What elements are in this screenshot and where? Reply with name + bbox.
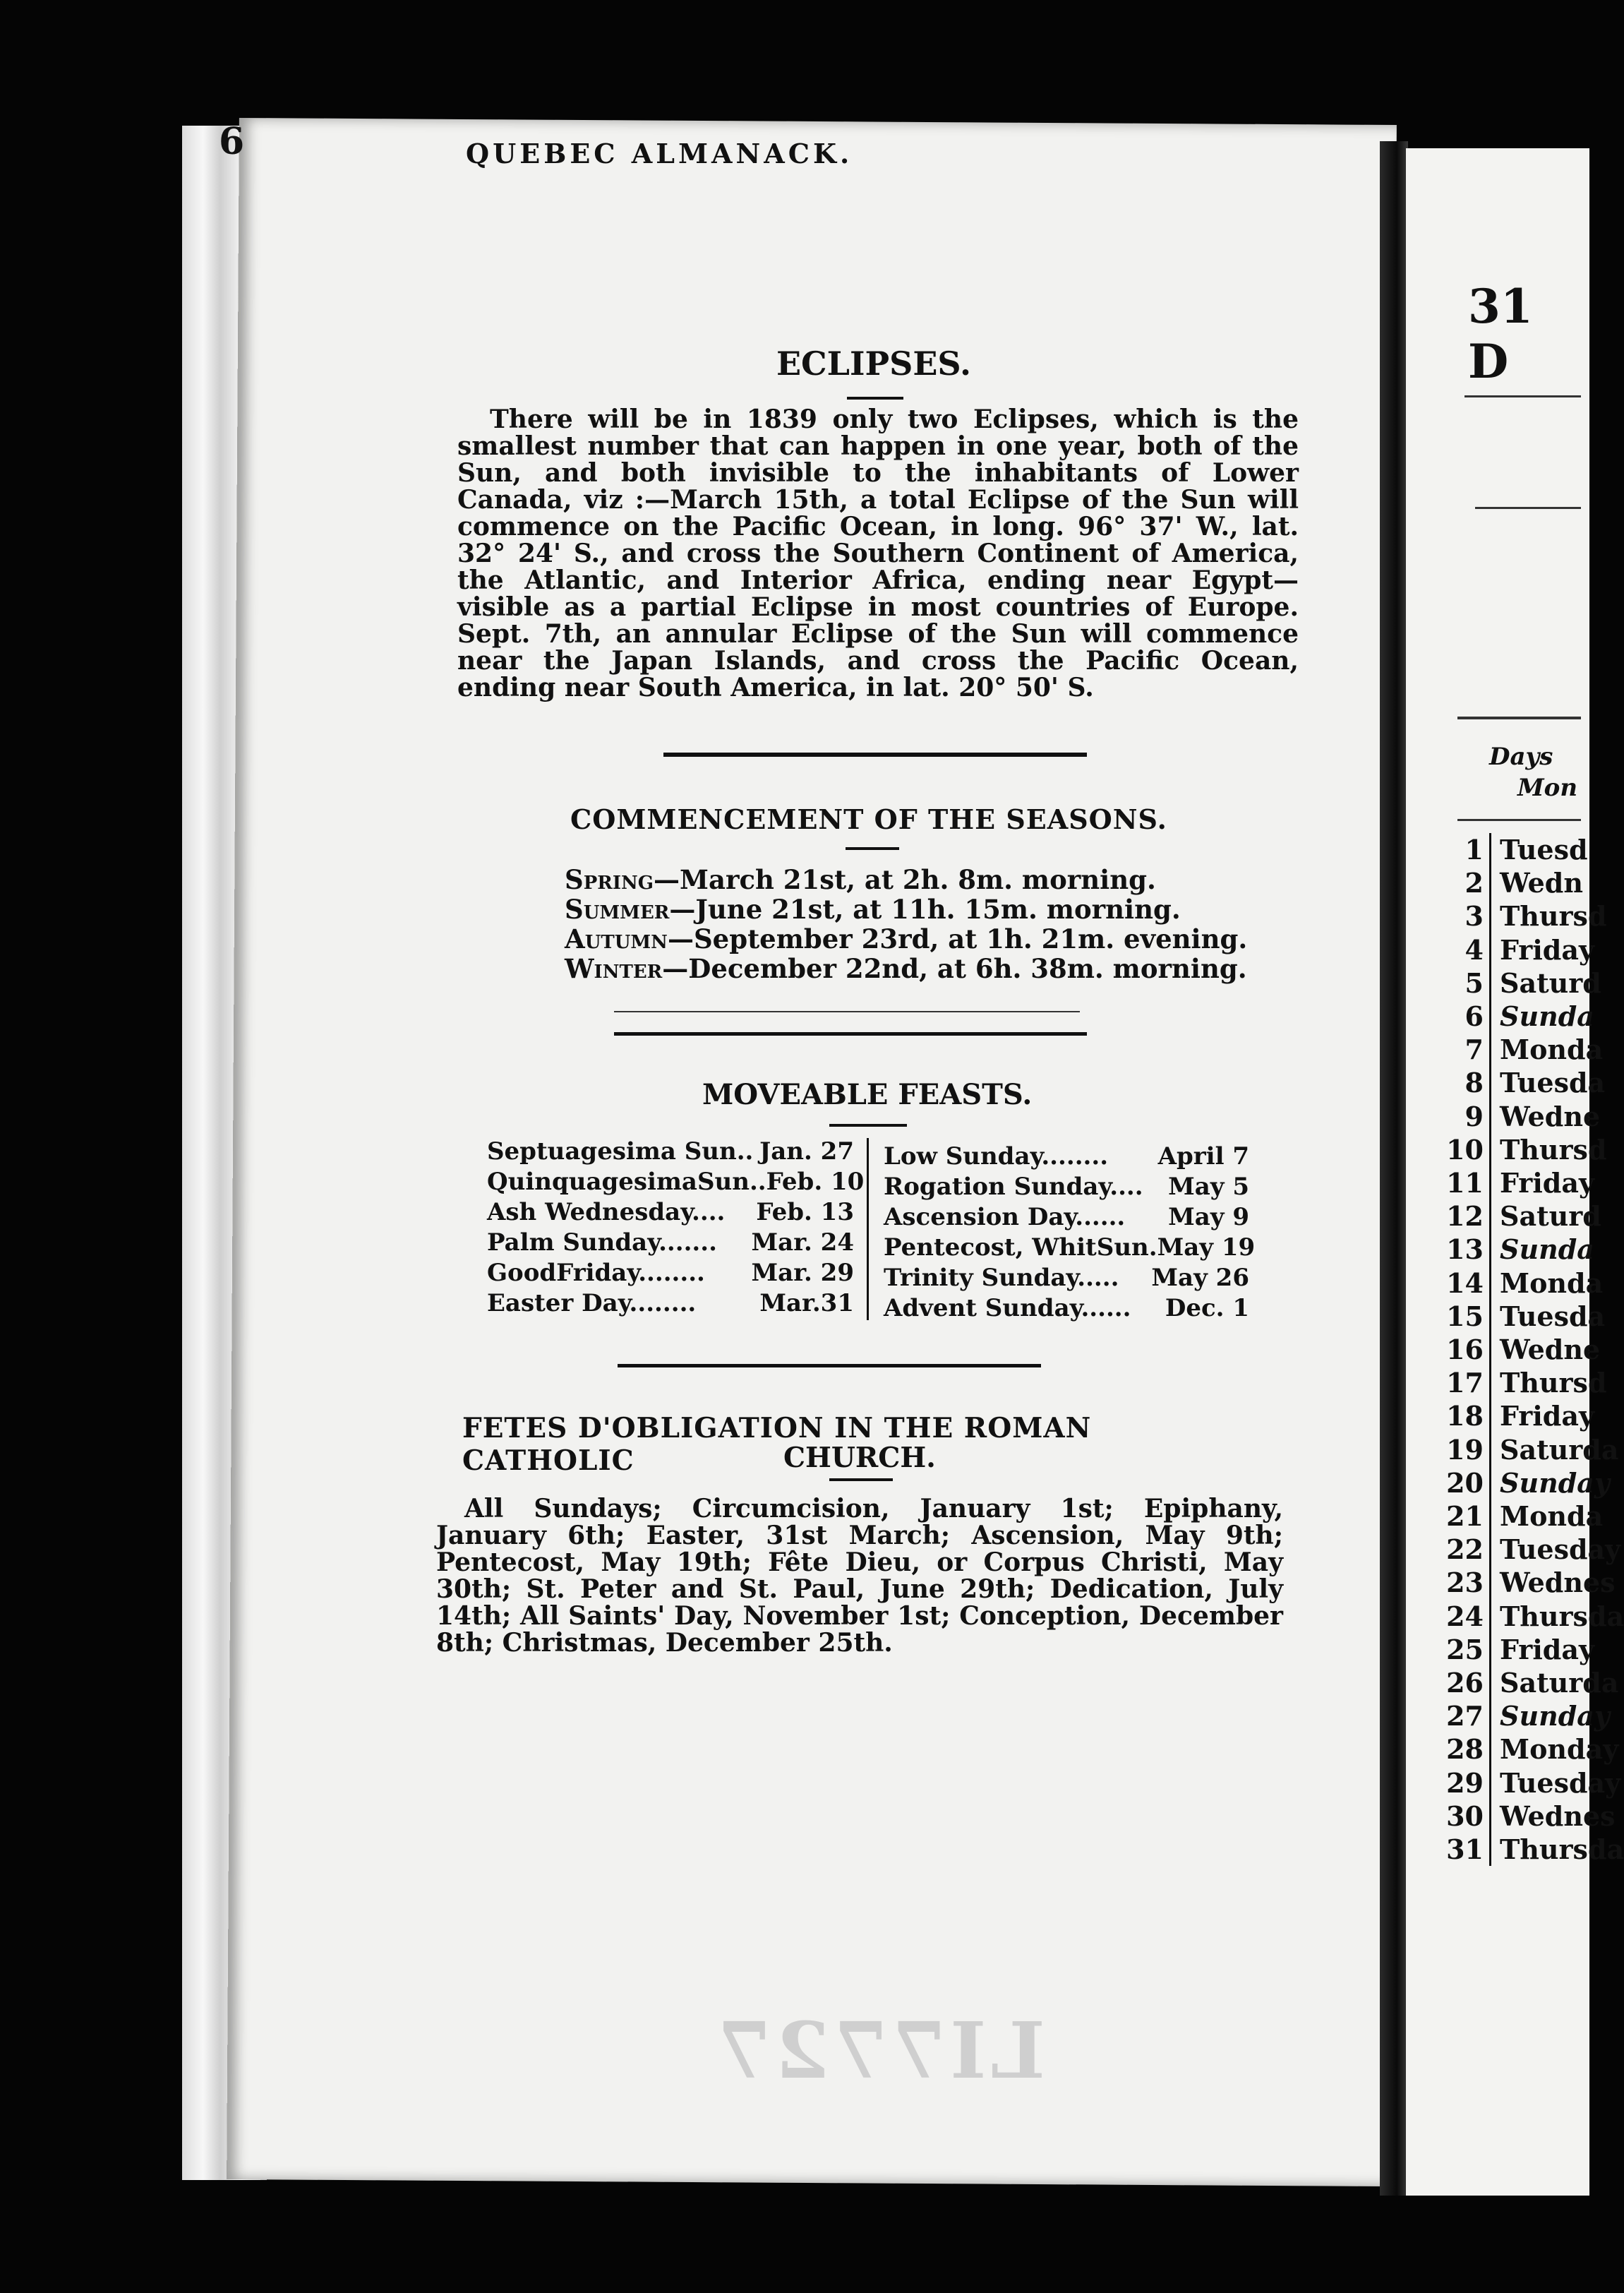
- day-name: Thursda: [1489, 1833, 1624, 1866]
- day-row: [1419, 833, 1624, 866]
- day-number: 6: [1464, 1000, 1484, 1033]
- day-name: Wedne: [1489, 1100, 1600, 1133]
- feast-row: QuinquagesimaSun.. Feb. 10: [487, 1168, 865, 1196]
- day-number: 3: [1464, 900, 1484, 933]
- season-spring: Spring—March 21st, at 2h. 8m. morning.: [565, 864, 1156, 895]
- day-number: 12: [1446, 1200, 1484, 1233]
- day-number: 4: [1464, 933, 1484, 966]
- feast-row: GoodFriday........ Mar. 29: [487, 1259, 854, 1287]
- eclipses-text: There will be in 1839 only two Eclipses, which is the smallest number that can happen in one year, both of the Sun, and both invisible to the inhabitants of Lower Canada, viz :—March 15th, a total Eclipse of the Sun will commence on the Pacific Ocean, in long. 96° 37' W., lat. 32° 24' S., and cross the Southern Continent of America, the Atlantic, and Interior Africa, ending near Egypt—visible as a partial Eclipse in most countries of Europe. Sept. 7th, an annular Eclipse of the Sun will commence near the Japan Islands, and cross the Pacific Ocean, ending near South America, in lat. 20° 50' S.: [457, 405, 1299, 702]
- day-row: [1419, 1333, 1624, 1366]
- day-row: [1419, 1000, 1624, 1033]
- day-name: Thursd: [1489, 1366, 1607, 1399]
- section-divider-3: [618, 1364, 1041, 1367]
- day-number: 26: [1446, 1667, 1484, 1699]
- day-row: [1419, 1600, 1624, 1633]
- day-number: 1: [1464, 834, 1484, 866]
- eclipses-title-rule: [847, 397, 903, 400]
- day-number: 2: [1464, 867, 1484, 899]
- day-name: Friday: [1489, 1399, 1594, 1432]
- day-row: [1419, 1833, 1624, 1866]
- day-number: 24: [1446, 1600, 1484, 1632]
- fetes-text: All Sundays; Circumcision, January 1st; Epiphany, January 6th; Easter, 31st March; Ascension, May 9th; Pentecost, May 19th; Fête Dieu, or Corpus Christi, May 30th; St. Peter and St. Paul, June 29th; Dedication, July 14th; All Saints' Day, November 1st; Conception, December 8th; Christmas, December 25th.: [436, 1494, 1283, 1658]
- day-number: 22: [1446, 1533, 1484, 1566]
- feast-row: Palm Sunday....... Mar. 24: [487, 1228, 854, 1257]
- day-name: Thursd: [1489, 1133, 1607, 1166]
- day-number: 29: [1446, 1766, 1484, 1799]
- day-name: Monda: [1489, 1033, 1603, 1066]
- day-number: 13: [1446, 1233, 1484, 1266]
- day-name: Saturda: [1489, 1666, 1618, 1699]
- day-name: Tuesda: [1489, 1066, 1605, 1099]
- day-name: Thursd: [1489, 899, 1607, 933]
- feast-row: Trinity Sunday..... May 26: [884, 1264, 1249, 1292]
- day-row: [1419, 1300, 1624, 1333]
- day-row: [1419, 1499, 1624, 1533]
- eclipses-title: ECLIPSES.: [776, 345, 971, 383]
- right-page-days-header: Days Mon: [1489, 743, 1578, 802]
- day-name: Monda: [1489, 1499, 1603, 1533]
- day-number: 21: [1446, 1500, 1484, 1533]
- day-row: [1419, 866, 1624, 899]
- day-name: Sunday: [1489, 1466, 1610, 1499]
- day-name: Tuesd: [1489, 833, 1588, 866]
- day-row: [1419, 1566, 1624, 1599]
- right-page-rule-2: [1475, 507, 1581, 509]
- day-name: Saturd: [1489, 1199, 1601, 1233]
- day-number: 10: [1446, 1133, 1484, 1166]
- day-row: [1419, 1633, 1624, 1666]
- day-name: Thursda: [1489, 1600, 1624, 1633]
- day-row: [1419, 1466, 1624, 1499]
- season-autumn: Autumn—September 23rd, at 1h. 21m. evening.: [565, 923, 1248, 954]
- day-name: Tuesda: [1489, 1300, 1605, 1333]
- book-gutter: [1380, 141, 1408, 2196]
- day-name: Wednes: [1489, 1566, 1616, 1599]
- day-name: Wedne: [1489, 1333, 1600, 1366]
- feast-row: Easter Day........ Mar.31: [487, 1289, 854, 1317]
- day-name: Wednes: [1489, 1800, 1616, 1833]
- day-row: [1419, 1399, 1624, 1432]
- day-row: [1419, 1066, 1624, 1099]
- day-row: [1419, 1100, 1624, 1133]
- right-page-day-list: [1419, 833, 1624, 1866]
- day-number: 19: [1446, 1433, 1484, 1466]
- library-stamp: LI7727: [713, 2005, 1045, 2096]
- day-number: 18: [1446, 1400, 1484, 1432]
- day-name: Saturd: [1489, 966, 1601, 1000]
- day-row: [1419, 1166, 1624, 1199]
- day-name: Tuesday: [1489, 1766, 1620, 1800]
- day-row: [1419, 1800, 1624, 1833]
- day-number: 25: [1446, 1633, 1484, 1665]
- feasts-title: MOVEABLE FEASTS.: [702, 1078, 1033, 1111]
- day-name: Wedn: [1489, 866, 1583, 899]
- page-number: 6: [219, 120, 245, 163]
- day-number: 11: [1446, 1167, 1484, 1199]
- day-row: [1419, 1732, 1624, 1766]
- day-row: [1419, 1233, 1624, 1266]
- day-number: 7: [1464, 1034, 1484, 1066]
- day-name: Sunda: [1489, 1000, 1594, 1033]
- day-number: 15: [1446, 1300, 1484, 1332]
- feast-row: Ash Wednesday.... Feb. 13: [487, 1198, 854, 1226]
- day-number: 27: [1446, 1700, 1484, 1732]
- day-number: 17: [1446, 1367, 1484, 1399]
- feast-row: Pentecost, WhitSun. May 19: [884, 1233, 1256, 1262]
- feast-row: Ascension Day...... May 9: [884, 1203, 1249, 1231]
- right-page-rule-4: [1457, 819, 1581, 821]
- day-number: 30: [1446, 1800, 1484, 1832]
- day-number: 20: [1446, 1466, 1484, 1499]
- feasts-column-divider: [867, 1138, 869, 1320]
- feasts-left-column: [487, 1137, 865, 1319]
- day-row: [1419, 1267, 1624, 1300]
- running-title: QUEBEC ALMANACK.: [466, 138, 853, 169]
- day-row: [1419, 1766, 1624, 1800]
- day-row: [1419, 933, 1624, 966]
- day-row: [1419, 899, 1624, 933]
- season-summer: Summer—June 21st, at 11h. 15m. morning.: [565, 894, 1181, 925]
- seasons-title-rule: [846, 847, 899, 850]
- day-name: Monday: [1489, 1732, 1618, 1766]
- day-row: [1419, 966, 1624, 1000]
- day-row: [1419, 1133, 1624, 1166]
- day-row: [1419, 1666, 1624, 1699]
- section-divider-2a: [614, 1011, 1080, 1012]
- feast-row: Advent Sunday...... Dec. 1: [884, 1294, 1249, 1322]
- day-name: Monda: [1489, 1267, 1603, 1300]
- feast-row: Septuagesima Sun.. Jan. 27: [487, 1137, 854, 1166]
- day-name: Sunda: [1489, 1233, 1594, 1266]
- day-name: Saturda: [1489, 1433, 1618, 1466]
- right-page-title: 31 D: [1468, 279, 1533, 389]
- day-number: 31: [1446, 1833, 1484, 1866]
- day-row: [1419, 1199, 1624, 1233]
- fetes-title-line2: CHURCH.: [783, 1442, 936, 1474]
- day-number: 23: [1446, 1567, 1484, 1599]
- section-divider-2b: [614, 1032, 1087, 1036]
- right-page-rule-1: [1464, 395, 1581, 397]
- feast-row: Low Sunday........ April 7: [884, 1142, 1249, 1171]
- day-row: [1419, 1699, 1624, 1732]
- day-row: [1419, 1366, 1624, 1399]
- day-name: Friday: [1489, 1633, 1594, 1666]
- feast-row: Rogation Sunday.... May 5: [884, 1173, 1249, 1201]
- feasts-title-rule: [829, 1124, 907, 1127]
- day-name: Tuesday: [1489, 1533, 1620, 1566]
- day-name: Friday: [1489, 933, 1594, 966]
- season-winter: Winter—December 22nd, at 6h. 38m. morning.: [565, 953, 1247, 984]
- day-number: 28: [1446, 1733, 1484, 1766]
- right-page-rule-3: [1457, 717, 1581, 719]
- seasons-title: COMMENCEMENT OF THE SEASONS.: [570, 803, 1167, 835]
- day-row: [1419, 1533, 1624, 1566]
- fetes-title-rule: [829, 1478, 893, 1481]
- day-number: 9: [1464, 1100, 1484, 1132]
- day-row: [1419, 1433, 1624, 1466]
- day-number: 16: [1446, 1334, 1484, 1366]
- feasts-right-column: [884, 1142, 1256, 1324]
- day-name: Sunday: [1489, 1699, 1610, 1732]
- day-name: Friday: [1489, 1166, 1594, 1199]
- day-number: 5: [1464, 966, 1484, 999]
- day-number: 14: [1446, 1267, 1484, 1299]
- day-number: 8: [1464, 1067, 1484, 1099]
- fetes-title-line1: FETES D'OBLIGATION IN THE ROMAN CATHOLIC: [462, 1412, 1092, 1477]
- day-row: [1419, 1033, 1624, 1066]
- section-divider-1: [663, 753, 1087, 757]
